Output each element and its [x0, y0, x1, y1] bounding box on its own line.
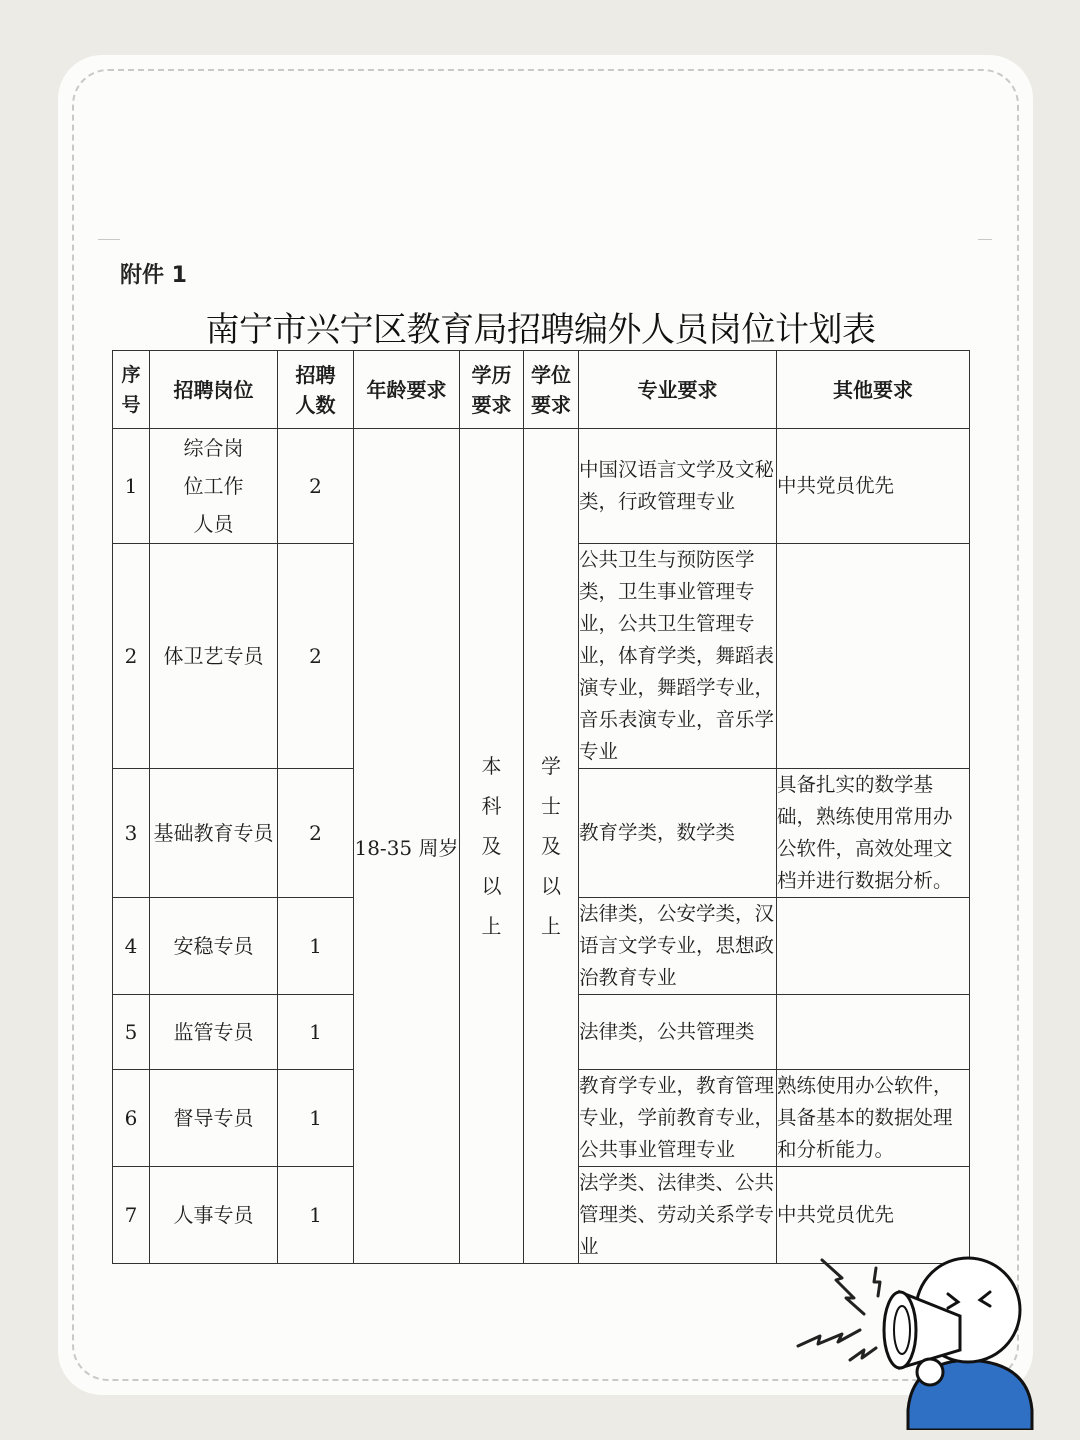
- other-cell: [777, 898, 970, 995]
- major-cell: 教育学类，数学类: [579, 769, 777, 898]
- document-title: 南宁市兴宁区教育局招聘编外人员岗位计划表: [205, 310, 876, 350]
- header-row: [113, 351, 970, 429]
- header-education: 学历要求: [460, 351, 524, 429]
- seq-cell: 7: [113, 1167, 150, 1264]
- lightning-icon: [850, 1348, 876, 1360]
- major-cell: 教育学专业，教育管理专业，学前教育专业，公共事业管理专业: [579, 1070, 777, 1167]
- other-cell: [777, 544, 970, 769]
- other-cell: 熟练使用办公软件，具备基本的数据处理和分析能力。: [777, 1070, 970, 1167]
- position-cell: 体卫艺专员: [150, 544, 278, 769]
- seq-cell: 1: [113, 429, 150, 544]
- recruitment-plan-table: [112, 350, 970, 1264]
- other-cell: 中共党员优先: [777, 1167, 970, 1264]
- education-cell: 本科及以上: [460, 429, 524, 1264]
- major-cell: 公共卫生与预防医学类，卫生事业管理专业，公共卫生管理专业，体育学类，舞蹈表演专业，舞蹈学专业，音乐表演专业，音乐学专业: [579, 544, 777, 769]
- seq-cell: 2: [113, 544, 150, 769]
- position-cell: 监管专员: [150, 995, 278, 1070]
- other-cell: 具备扎实的数学基础，熟练使用常用办公软件，高效处理文档并进行数据分析。: [777, 769, 970, 898]
- megaphone-mascot-icon: [790, 1250, 1050, 1430]
- seq-cell: 6: [113, 1070, 150, 1167]
- count-cell: 1: [278, 898, 354, 995]
- top-rule-left: [98, 239, 120, 240]
- header-degree: 学位要求: [524, 351, 579, 429]
- lightning-icon: [874, 1268, 880, 1296]
- header-other: 其他要求: [777, 351, 970, 429]
- lightning-icon: [798, 1330, 860, 1346]
- count-cell: 1: [278, 995, 354, 1070]
- position-cell: 安稳专员: [150, 898, 278, 995]
- annex-label: 附件 1: [120, 263, 187, 288]
- age-cell: 18-35 周岁: [354, 429, 460, 1264]
- count-cell: 2: [278, 769, 354, 898]
- seq-cell: 4: [113, 898, 150, 995]
- position-cell: 基础教育专员: [150, 769, 278, 898]
- position-cell: 人事专员: [150, 1167, 278, 1264]
- header-position: 招聘岗位: [150, 351, 278, 429]
- count-cell: 1: [278, 1167, 354, 1264]
- major-cell: 法律类，公共管理类: [579, 995, 777, 1070]
- seq-cell: 3: [113, 769, 150, 898]
- other-cell: [777, 995, 970, 1070]
- header-age: 年龄要求: [354, 351, 460, 429]
- lightning-icon: [822, 1260, 864, 1314]
- header-count: 招聘人数: [278, 351, 354, 429]
- other-cell: 中共党员优先: [777, 429, 970, 544]
- top-rule-right: [978, 239, 992, 240]
- table-row: [113, 429, 970, 544]
- count-cell: 2: [278, 429, 354, 544]
- position-cell: 督导专员: [150, 1070, 278, 1167]
- seq-cell: 5: [113, 995, 150, 1070]
- position-cell: 综合岗位工作人员: [150, 429, 278, 544]
- count-cell: 1: [278, 1070, 354, 1167]
- count-cell: 2: [278, 544, 354, 769]
- degree-cell: 学士及以上: [524, 429, 579, 1264]
- header-major: 专业要求: [579, 351, 777, 429]
- header-seq: 序号: [113, 351, 150, 429]
- major-cell: 法学类、法律类、公共管理类、劳动关系学专业: [579, 1167, 777, 1264]
- major-cell: 中国汉语言文学及文秘类，行政管理专业: [579, 429, 777, 544]
- major-cell: 法律类，公安学类，汉语言文学专业，思想政治教育专业: [579, 898, 777, 995]
